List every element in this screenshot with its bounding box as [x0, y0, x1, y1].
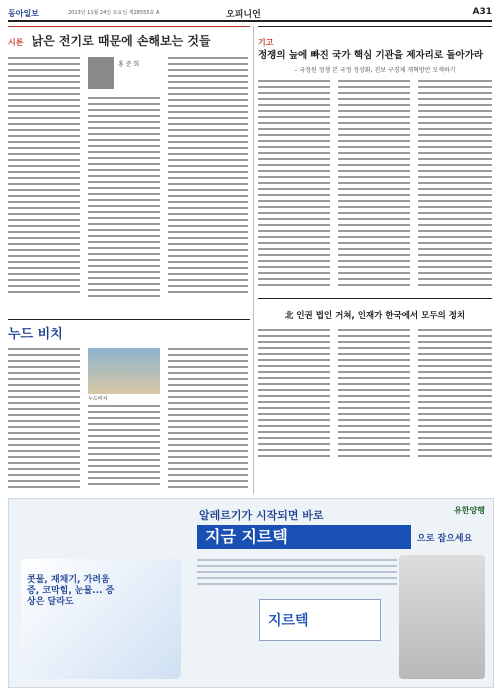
- article-headline: 낡은 전기로 때문에 손해보는 것들: [31, 34, 211, 48]
- ad-package: [259, 599, 381, 641]
- ad-symptoms: 콧물, 재채기, 가려움증, 코막힘, 눈물... 증상은 달라도: [27, 575, 115, 607]
- photo-caption: 누드비치: [88, 396, 108, 402]
- advertisement[interactable]: [8, 498, 494, 688]
- issue-date: 2013년 11월 24일 토요일 제28555호 A: [68, 10, 160, 16]
- ad-brand: 유한양행: [454, 506, 485, 515]
- column-divider: [253, 26, 254, 494]
- section-title: 오피니언: [226, 10, 261, 20]
- author-name: 홍 준 희: [118, 61, 140, 68]
- right-column: [258, 26, 492, 479]
- ad-model-photo: [399, 555, 485, 679]
- ad-illustration: [21, 559, 181, 679]
- ad-slogan: 으로 잡으세요: [417, 534, 473, 544]
- publication-name: 동아일보: [8, 9, 39, 18]
- nude-beach-body: [8, 348, 250, 498]
- article-body: [8, 57, 250, 313]
- text-col-3: [168, 57, 248, 297]
- left-column: [8, 26, 250, 498]
- text-col-2: [88, 97, 160, 297]
- right-kicker: 기고: [258, 38, 274, 47]
- right-subheadline: – 국정원 정쟁 본 국정 정상화, 진보 구경제 개혁방안 모색하기: [294, 67, 456, 74]
- nude-beach-headline: 누드 비치: [8, 327, 63, 342]
- ad-package-label: 지르텍: [268, 613, 309, 629]
- right-top-header: [258, 26, 492, 74]
- right-mid-body: [258, 329, 492, 479]
- right-article-body: [258, 80, 492, 294]
- column-kicker: 시론: [8, 38, 24, 47]
- author-box: [88, 57, 160, 301]
- nude-beach-section: [8, 319, 250, 342]
- ad-product-title: 지금 지르텍: [197, 525, 411, 549]
- right-mid-headline: 北 인권 법인 거쳐, 인재가 한국에서 모두의 정치: [284, 311, 466, 321]
- page-header: [8, 4, 492, 22]
- right-mid-header: [258, 298, 492, 323]
- ad-tagline: 알레르기가 시작되면 바로: [199, 509, 324, 522]
- beach-photo: [88, 348, 160, 394]
- page-number: A31: [472, 7, 492, 17]
- right-headline: 정쟁의 늪에 빠진 국가 핵심 기관을 제자리로 돌아가라: [258, 50, 484, 61]
- text-col-1: [8, 57, 80, 297]
- ad-body-text: [197, 559, 397, 589]
- sironlhead: [8, 26, 250, 49]
- author-photo: [88, 57, 114, 89]
